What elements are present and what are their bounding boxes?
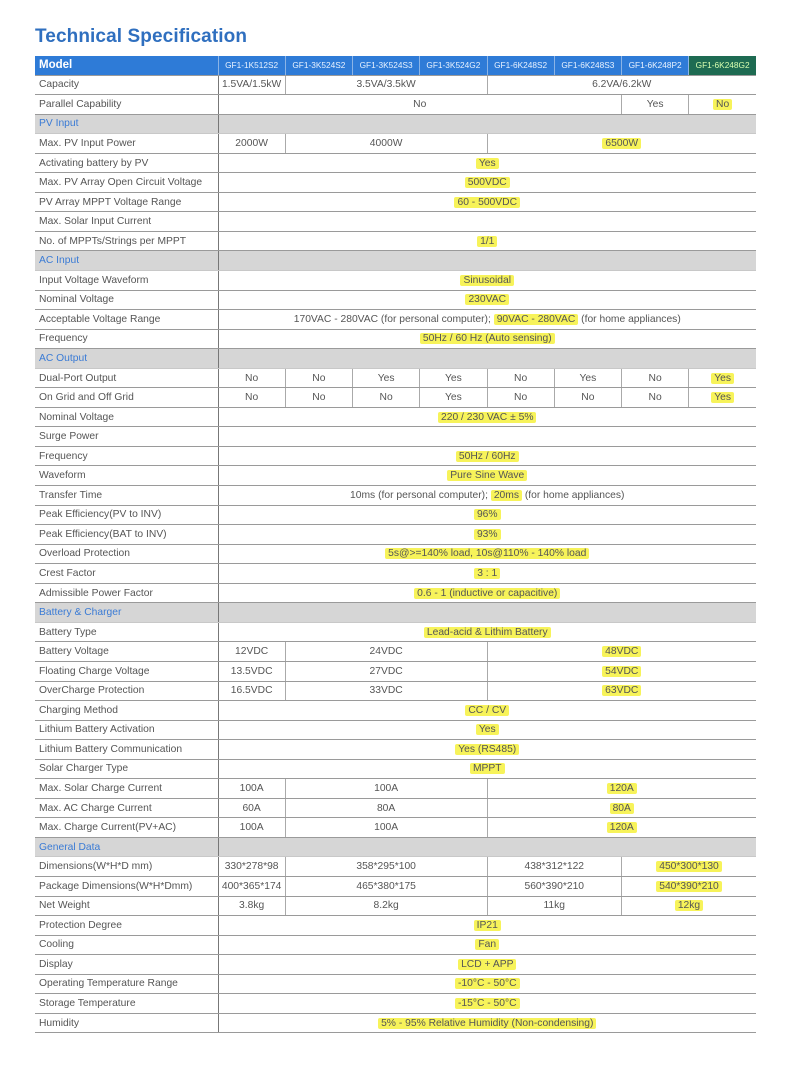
spec-label: Overload Protection	[35, 544, 218, 564]
spec-value	[218, 544, 756, 564]
spec-label: Frequency	[35, 446, 218, 466]
highlighted-value: 63VDC	[602, 685, 641, 696]
spec-value: 330*278*98	[218, 857, 285, 877]
spec-label: Max. PV Array Open Circuit Voltage	[35, 173, 218, 193]
spec-row	[35, 173, 756, 193]
spec-label: Crest Factor	[35, 564, 218, 584]
highlighted-value: 500VDC	[465, 177, 510, 188]
spec-row	[35, 994, 756, 1014]
spec-value: 60A	[218, 798, 285, 818]
spec-value	[218, 407, 756, 427]
spec-label: Humidity	[35, 1013, 218, 1033]
highlighted-value: Fan	[475, 939, 499, 950]
section-title: AC Output	[35, 349, 218, 369]
spec-value: 13.5VDC	[218, 661, 285, 681]
section-fill	[218, 837, 756, 857]
model-header-gf1-3k524s2: GF1-3K524S2	[285, 56, 352, 75]
spec-value: No	[487, 368, 554, 388]
highlighted-value: 60 - 500VDC	[454, 197, 520, 208]
spec-value	[218, 486, 756, 506]
highlighted-value: No	[713, 99, 732, 110]
spec-value	[218, 622, 756, 642]
spec-value	[218, 173, 756, 193]
spec-value	[218, 231, 756, 251]
spec-value	[487, 642, 756, 662]
spec-value	[218, 466, 756, 486]
highlighted-value: 54VDC	[602, 666, 641, 677]
spec-value: No	[218, 388, 285, 408]
spec-value	[487, 798, 756, 818]
highlighted-value: MPPT	[470, 763, 505, 774]
spec-row	[35, 564, 756, 584]
highlighted-value: 120A	[607, 822, 637, 833]
spec-value	[218, 212, 756, 232]
spec-value	[218, 1013, 756, 1033]
highlighted-value: Yes	[711, 392, 734, 403]
spec-label: Capacity	[35, 75, 218, 95]
spec-label: Nominal Voltage	[35, 290, 218, 310]
spec-value: No	[218, 95, 622, 115]
highlighted-value: 90VAC - 280VAC	[494, 314, 579, 325]
highlighted-value: Sinusoidal	[460, 275, 514, 286]
section-row	[35, 603, 756, 623]
spec-value: No	[622, 388, 689, 408]
spec-label: On Grid and Off Grid	[35, 388, 218, 408]
section-row	[35, 114, 756, 134]
spec-value	[218, 955, 756, 975]
spec-label: Input Voltage Waveform	[35, 271, 218, 291]
spec-label: Max. Charge Current(PV+AC)	[35, 818, 218, 838]
spec-value: Yes	[420, 368, 487, 388]
spec-value	[218, 153, 756, 173]
spec-value: 24VDC	[285, 642, 487, 662]
spec-value	[218, 271, 756, 291]
spec-label: Protection Degree	[35, 916, 218, 936]
highlighted-value: 6500W	[602, 138, 641, 149]
spec-value	[218, 994, 756, 1014]
highlighted-value: 540*390*210	[656, 881, 722, 892]
spec-value	[218, 310, 756, 330]
spec-value	[218, 525, 756, 545]
spec-row	[35, 544, 756, 564]
spec-row	[35, 583, 756, 603]
spec-value	[622, 857, 757, 877]
spec-row	[35, 290, 756, 310]
spec-label: Max. Solar Charge Current	[35, 779, 218, 799]
spec-value	[218, 740, 756, 760]
spec-value	[218, 701, 756, 721]
spec-value: No	[487, 388, 554, 408]
highlighted-value: IP21	[474, 920, 501, 931]
spec-row	[35, 876, 756, 896]
value-text: 10ms (for personal computer);	[350, 489, 491, 501]
spec-label: Admissible Power Factor	[35, 583, 218, 603]
spec-label: Package Dimensions(W*H*Dmm)	[35, 876, 218, 896]
spec-row	[35, 525, 756, 545]
highlighted-value: 120A	[607, 783, 637, 794]
spec-value	[218, 974, 756, 994]
spec-value: No	[285, 388, 352, 408]
spec-value: No	[353, 388, 420, 408]
spec-value	[218, 505, 756, 525]
highlighted-value: 5% - 95% Relative Humidity (Non-condensing)	[378, 1018, 596, 1029]
highlighted-value: 93%	[474, 529, 501, 540]
spec-value	[218, 935, 756, 955]
spec-label: Peak Efficiency(BAT to INV)	[35, 525, 218, 545]
spec-value	[218, 583, 756, 603]
spec-label: No. of MPPTs/Strings per MPPT	[35, 231, 218, 251]
spec-row	[35, 759, 756, 779]
highlighted-value: 3 : 1	[474, 568, 500, 579]
spec-value: 358*295*100	[285, 857, 487, 877]
spec-value	[218, 720, 756, 740]
spec-value: 12VDC	[218, 642, 285, 662]
spec-value: No	[285, 368, 352, 388]
highlighted-value: Yes (RS485)	[455, 744, 519, 755]
model-header-gf1-6k248s2: GF1-6K248S2	[487, 56, 554, 75]
spec-row	[35, 818, 756, 838]
spec-label: Floating Charge Voltage	[35, 661, 218, 681]
spec-label: Charging Method	[35, 701, 218, 721]
spec-value	[218, 192, 756, 212]
highlighted-value: Lead-acid & Lithim Battery	[424, 627, 551, 638]
spec-label: Max. PV Input Power	[35, 134, 218, 154]
highlighted-value: Yes	[476, 724, 499, 735]
spec-label: Surge Power	[35, 427, 218, 447]
spec-row	[35, 779, 756, 799]
section-row	[35, 837, 756, 857]
highlighted-value: 1/1	[477, 236, 497, 247]
model-header-row	[35, 56, 756, 75]
spec-row	[35, 681, 756, 701]
spec-row	[35, 368, 756, 388]
highlighted-value: 230VAC	[465, 294, 509, 305]
model-header-label: Model	[35, 56, 218, 75]
spec-value	[218, 427, 756, 447]
spec-label: OverCharge Protection	[35, 681, 218, 701]
spec-value	[218, 759, 756, 779]
spec-row	[35, 622, 756, 642]
spec-value	[689, 95, 756, 115]
spec-label: Dimensions(W*H*D mm)	[35, 857, 218, 877]
spec-label: Nominal Voltage	[35, 407, 218, 427]
spec-value: No	[622, 368, 689, 388]
spec-row	[35, 407, 756, 427]
spec-label: Peak Efficiency(PV to INV)	[35, 505, 218, 525]
spec-value: 3.5VA/3.5kW	[285, 75, 487, 95]
spec-row	[35, 388, 756, 408]
spec-value: 560*390*210	[487, 876, 622, 896]
model-header-gf1-6k248s3: GF1-6K248S3	[554, 56, 621, 75]
spec-value: 100A	[218, 779, 285, 799]
spec-row	[35, 329, 756, 349]
highlighted-value: 96%	[474, 509, 501, 520]
highlighted-value: 48VDC	[602, 646, 641, 657]
spec-value: 100A	[218, 818, 285, 838]
spec-label: Parallel Capability	[35, 95, 218, 115]
section-title: AC Input	[35, 251, 218, 271]
spec-value	[689, 388, 756, 408]
section-title: PV Input	[35, 114, 218, 134]
spec-value: 100A	[285, 818, 487, 838]
spec-value	[218, 916, 756, 936]
spec-row	[35, 642, 756, 662]
highlighted-value: 12kg	[675, 900, 703, 911]
spec-label: Cooling	[35, 935, 218, 955]
spec-row	[35, 857, 756, 877]
spec-value	[487, 779, 756, 799]
spec-value	[689, 368, 756, 388]
spec-label: PV Array MPPT Voltage Range	[35, 192, 218, 212]
spec-label: Battery Voltage	[35, 642, 218, 662]
highlighted-value: 0.6 - 1 (inductive or capacitive)	[414, 588, 560, 599]
spec-row	[35, 720, 756, 740]
highlighted-value: CC / CV	[465, 705, 509, 716]
value-suffix: (for home appliances)	[578, 313, 681, 325]
spec-value	[622, 876, 757, 896]
spec-value: Yes	[353, 368, 420, 388]
section-row	[35, 349, 756, 369]
spec-row	[35, 661, 756, 681]
spec-row	[35, 896, 756, 916]
section-fill	[218, 349, 756, 369]
spec-row	[35, 916, 756, 936]
spec-row	[35, 446, 756, 466]
spec-label: Lithium Battery Activation	[35, 720, 218, 740]
spec-label: Solar Charger Type	[35, 759, 218, 779]
spec-value: Yes	[420, 388, 487, 408]
spec-label: Net Weight	[35, 896, 218, 916]
spec-value: 6.2VA/6.2kW	[487, 75, 756, 95]
section-row	[35, 251, 756, 271]
model-header-gf1-3k524g2: GF1-3K524G2	[420, 56, 487, 75]
spec-label: Battery Type	[35, 622, 218, 642]
spec-row	[35, 75, 756, 95]
spec-value: 465*380*175	[285, 876, 487, 896]
spec-table	[35, 56, 756, 1033]
spec-row	[35, 798, 756, 818]
spec-value: 27VDC	[285, 661, 487, 681]
spec-value: 16.5VDC	[218, 681, 285, 701]
value-suffix: (for home appliances)	[522, 489, 625, 501]
spec-value	[218, 290, 756, 310]
spec-label: Transfer Time	[35, 486, 218, 506]
spec-row	[35, 486, 756, 506]
spec-label: Max. Solar Input Current	[35, 212, 218, 232]
spec-row	[35, 212, 756, 232]
page-title: Technical Specification	[35, 26, 248, 47]
spec-value: 100A	[285, 779, 487, 799]
spec-row	[35, 701, 756, 721]
spec-value: No	[218, 368, 285, 388]
highlighted-value: 50Hz / 60 Hz (Auto sensing)	[420, 333, 555, 344]
highlighted-value: 20ms	[491, 490, 522, 501]
spec-row	[35, 505, 756, 525]
spec-value	[218, 329, 756, 349]
spec-label: Operating Temperature Range	[35, 974, 218, 994]
highlighted-value: 80A	[610, 803, 634, 814]
highlighted-value: 220 / 230 VAC ± 5%	[438, 412, 536, 423]
highlighted-value: -15°C - 50°C	[455, 998, 520, 1009]
spec-label: Display	[35, 955, 218, 975]
section-fill	[218, 114, 756, 134]
spec-value: 80A	[285, 798, 487, 818]
spec-value	[218, 564, 756, 584]
spec-value: 4000W	[285, 134, 487, 154]
section-title: General Data	[35, 837, 218, 857]
spec-row	[35, 310, 756, 330]
spec-table-body	[35, 75, 756, 1033]
spec-row	[35, 271, 756, 291]
highlighted-value: Yes	[711, 373, 734, 384]
highlighted-value: LCD + APP	[458, 959, 516, 970]
value-text: 170VAC - 280VAC (for personal computer);	[293, 313, 494, 325]
spec-value: 3.8kg	[218, 896, 285, 916]
spec-label: Max. AC Charge Current	[35, 798, 218, 818]
spec-value: No	[554, 388, 621, 408]
highlighted-value: 50Hz / 60Hz	[456, 451, 519, 462]
spec-value: 8.2kg	[285, 896, 487, 916]
spec-value	[622, 896, 757, 916]
spec-label: Dual-Port Output	[35, 368, 218, 388]
highlighted-value: Pure Sine Wave	[447, 470, 527, 481]
spec-row	[35, 740, 756, 760]
section-title: Battery & Charger	[35, 603, 218, 623]
spec-row	[35, 192, 756, 212]
spec-label: Activating battery by PV	[35, 153, 218, 173]
section-fill	[218, 603, 756, 623]
spec-value: 33VDC	[285, 681, 487, 701]
spec-value: 2000W	[218, 134, 285, 154]
spec-value: Yes	[554, 368, 621, 388]
model-header-gf1-6k248p2: GF1-6K248P2	[622, 56, 689, 75]
spec-row	[35, 427, 756, 447]
spec-value: 438*312*122	[487, 857, 622, 877]
model-header-gf1-1k512s2: GF1-1K512S2	[218, 56, 285, 75]
section-fill	[218, 251, 756, 271]
spec-row	[35, 134, 756, 154]
spec-row	[35, 95, 756, 115]
spec-label: Storage Temperature	[35, 994, 218, 1014]
spec-label: Frequency	[35, 329, 218, 349]
spec-value	[487, 818, 756, 838]
spec-value: 1.5VA/1.5kW	[218, 75, 285, 95]
spec-value: 11kg	[487, 896, 622, 916]
spec-label: Waveform	[35, 466, 218, 486]
spec-row	[35, 1013, 756, 1033]
spec-value	[487, 661, 756, 681]
spec-row	[35, 466, 756, 486]
spec-row	[35, 935, 756, 955]
highlighted-value: 450*300*130	[656, 861, 722, 872]
model-header-gf1-3k524s3: GF1-3K524S3	[353, 56, 420, 75]
model-header-gf1-6k248g2: GF1-6K248G2	[689, 56, 756, 75]
spec-value	[487, 681, 756, 701]
spec-label: Lithium Battery Communication	[35, 740, 218, 760]
highlighted-value: -10°C - 50°C	[455, 978, 520, 989]
spec-label: Acceptable Voltage Range	[35, 310, 218, 330]
spec-value: 400*365*174	[218, 876, 285, 896]
spec-row	[35, 231, 756, 251]
spec-row	[35, 153, 756, 173]
spec-row	[35, 974, 756, 994]
highlighted-value: Yes	[476, 158, 499, 169]
spec-value: Yes	[622, 95, 689, 115]
spec-value	[487, 134, 756, 154]
spec-value	[218, 446, 756, 466]
spec-row	[35, 955, 756, 975]
highlighted-value: 5s@>=140% load, 10s@110% - 140% load	[385, 548, 589, 559]
